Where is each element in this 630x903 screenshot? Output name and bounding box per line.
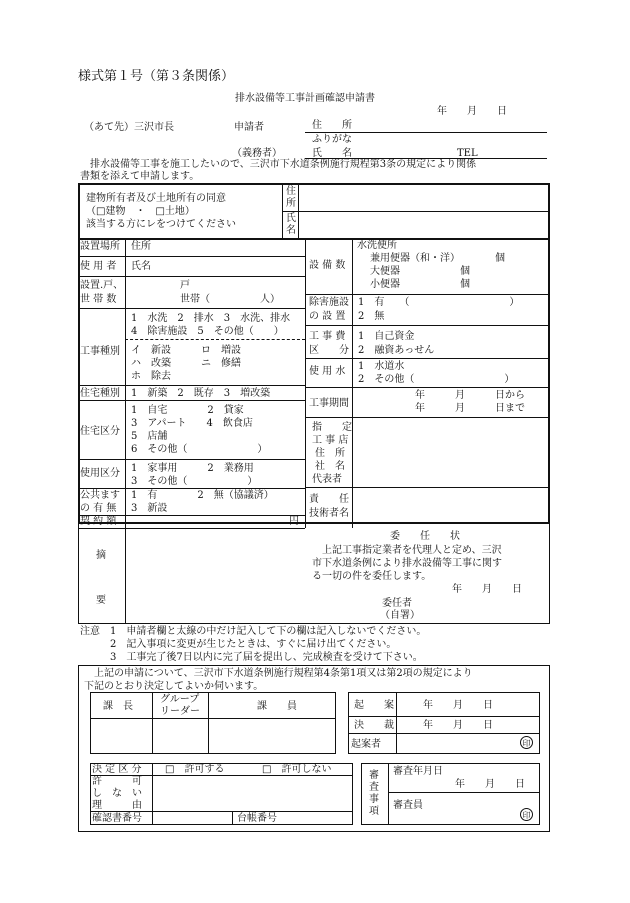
consent-address-label-1: 住 xyxy=(286,186,296,197)
review-items-2: 査 xyxy=(369,782,379,793)
proxy-line-3: る一切の件を委任します。 xyxy=(312,571,432,582)
reason-label-2: し な い xyxy=(92,788,142,799)
contractor-company-label: 社 名 xyxy=(315,461,345,472)
housing-type-label: 住宅種別 xyxy=(80,388,120,399)
fixtures-line-4: 小便器 個 xyxy=(370,279,470,290)
proxy-line-1: 上記工事指定業者を代理人と定め、三沢 xyxy=(312,545,502,556)
proxy-title: 委 任 状 xyxy=(390,531,460,542)
note-line-1: 注意 1 申請者欄と太線の中だけ記入して下の欄は記入しないでください。 xyxy=(80,626,427,637)
note-line-3: 3 工事完了後7日以内に完了届を提出し、完成検査を受けて下さい。 xyxy=(80,652,423,663)
delegator-label: 委任者 xyxy=(382,598,412,609)
application-date: 年 月 日 xyxy=(437,106,507,117)
reviewer-seal: 印 xyxy=(520,808,533,821)
housing-class-line-3: 5 店舗 xyxy=(131,431,168,442)
addressee: （あて先）三沢市長 xyxy=(84,122,174,133)
housing-type-options: 1 新築 2 既存 3 増改築 xyxy=(131,388,271,399)
drafting-date: 年 月 日 xyxy=(423,700,493,711)
drafter-label: 起案者 xyxy=(351,739,381,750)
review-items-3: 事 xyxy=(369,794,379,805)
applicant-address-label: 住 所 xyxy=(312,120,352,131)
housing-class-line-4: 6 その他（ ） xyxy=(131,444,268,455)
water-option-2: 2 その他（ ） xyxy=(358,374,515,385)
remarks-label-2: 要 xyxy=(96,595,106,606)
contract-amount-unit: 円 xyxy=(289,516,299,527)
fixtures-line-2: 兼用便器（和・洋） 個 xyxy=(370,253,505,264)
households-units: 戸 xyxy=(180,280,190,291)
permit-checkbox: □ 許可する xyxy=(165,764,225,775)
work-kind-line-1: イ 新設 ロ 増設 xyxy=(131,345,241,356)
document-title: 排水設備等工事計画確認申請書 xyxy=(235,93,375,104)
work-kind-line-2: ハ 改築 ニ 修繕 xyxy=(131,358,241,369)
location-label: 設置場所 xyxy=(80,241,120,252)
contract-amount-label: 契 約 額 xyxy=(80,516,117,527)
households-label-2: 世 帯 数 xyxy=(80,294,117,305)
group-leader-label-1: グループ xyxy=(160,694,200,705)
engineer-label-2: 技術者名 xyxy=(309,508,349,519)
group-leader-label-2: リーダー xyxy=(160,706,200,717)
usage-line-2: 3 その他（ ） xyxy=(131,476,258,487)
work-type-option-line-2: 4 除害施設 5 その他（ ） xyxy=(131,326,284,337)
work-kind-line-3: ホ 除去 xyxy=(131,371,171,382)
applicant-label: 申請者 xyxy=(234,122,264,133)
user-value: 氏名 xyxy=(131,261,151,272)
households-label-1: 設置.戸、 xyxy=(80,280,124,291)
proxy-line-2: 市下水道条例により排水設備等工事に関す xyxy=(312,558,502,569)
office-intro-2: 下記のとおり決定してよいか伺います。 xyxy=(84,681,264,692)
obligor-label: （義務者） xyxy=(232,148,282,159)
location-value: 住所 xyxy=(131,241,151,252)
drafter-seal: 印 xyxy=(520,736,533,749)
staff-label: 課 員 xyxy=(257,701,297,712)
housing-class-line-2: 3 アパート 4 飲食店 xyxy=(131,418,253,429)
abatement-option-2: 2 無 xyxy=(358,311,385,322)
proxy-date: 年 月 日 xyxy=(452,584,522,595)
address-underline xyxy=(305,132,547,133)
water-label: 使 用 水 xyxy=(309,366,346,377)
cost-label-2: 区 分 xyxy=(309,345,349,356)
cert-number-label: 確認書番号 xyxy=(92,813,142,824)
decision-class-label: 決 定 区 分 xyxy=(92,764,142,775)
contractor-rep-label: 代表者 xyxy=(312,474,342,485)
form-number-title: 様式第１号（第３条関係） xyxy=(78,69,235,84)
abatement-label-1: 除害施設 xyxy=(309,297,349,308)
no-permit-checkbox: □ 許可しない xyxy=(262,764,332,775)
contractor-label-2: 工 事 店 xyxy=(312,435,349,446)
cost-option-2: 2 融資あっせん xyxy=(358,345,435,356)
remarks-label-1: 摘 xyxy=(96,550,106,561)
office-intro-1: 上記の申請について、三沢市下水道条例施行規程第4条第1項又は第2項の規定により xyxy=(84,668,473,679)
engineer-label-1: 責 任 xyxy=(309,494,349,505)
note-line-2: 2 記入事項に変更が生じたときは、すぐに届け出てください。 xyxy=(80,639,397,650)
fixtures-label: 設 備 数 xyxy=(309,260,346,271)
reviewer-label: 審査員 xyxy=(393,800,423,811)
period-start: 年 月 日から xyxy=(415,390,525,401)
consent-name-label-1: 氏 xyxy=(286,213,296,224)
contractor-address-label: 住 所 xyxy=(315,448,345,459)
work-type-option-line-1: 1 水洗 2 排水 3 水洗、排水 xyxy=(131,313,291,324)
usage-label: 使用区分 xyxy=(80,468,120,479)
review-date-label: 審査年月日 xyxy=(393,766,443,777)
water-option-1: 1 水道水 xyxy=(358,361,405,372)
intro-line-2: 書類を添えて申請します。 xyxy=(80,171,200,182)
consent-address-label-2: 所 xyxy=(286,198,296,209)
cost-option-1: 1 自己資金 xyxy=(358,331,415,342)
consent-name-label-2: 名 xyxy=(286,225,296,236)
public-basin-options-1: 1 有 2 無（協議済） xyxy=(131,490,274,501)
furigana-label: ふりがな xyxy=(312,134,352,145)
ledger-number-label: 台帳番号 xyxy=(237,813,277,824)
public-basin-label-2: の 有 無 xyxy=(80,503,117,514)
consent-line-3: 該当する方にレをつけてください xyxy=(86,219,236,230)
housing-class-label: 住宅区分 xyxy=(80,426,120,437)
consent-line-1: 建物所有者及び土地所有の同意 xyxy=(86,193,226,204)
contractor-label-1: 指 定 xyxy=(312,422,352,433)
households-count: 世帯（ 人） xyxy=(180,294,280,305)
work-type-label: 工事種別 xyxy=(80,346,120,357)
consent-line-2: （□建物 ・ □土地） xyxy=(86,206,195,217)
abatement-option-1: 1 有 （ ） xyxy=(358,297,520,308)
public-basin-label-1: 公共ます xyxy=(80,490,120,501)
public-basin-options-2: 3 新設 xyxy=(131,503,168,514)
intro-line-1: 排水設備等工事を施工したいので、三沢市下水道条例施行規程第3条の規定により関係 xyxy=(80,159,477,170)
abatement-label-2: の 設 置 xyxy=(309,311,346,322)
reason-label-3: 理 由 xyxy=(92,800,142,811)
reason-label-1: 許 可 xyxy=(92,776,142,787)
decision-date: 年 月 日 xyxy=(423,720,493,731)
cost-label-1: 工 事 費 xyxy=(309,331,346,342)
housing-class-line-1: 1 自宅 2 貸家 xyxy=(131,405,244,416)
period-end: 年 月 日まで xyxy=(415,403,525,414)
usage-line-1: 1 家事用 2 業務用 xyxy=(131,463,254,474)
section-chief-label: 課 長 xyxy=(103,701,133,712)
review-date: 年 月 日 xyxy=(455,779,525,790)
user-label: 使 用 者 xyxy=(80,261,117,272)
period-label: 工事期間 xyxy=(309,398,349,409)
fixtures-line-3: 大便器 個 xyxy=(370,266,470,277)
review-items-1: 審 xyxy=(369,770,379,781)
drafting-label: 起 案 xyxy=(354,700,394,711)
applicant-name-label: 氏 名 xyxy=(312,148,352,159)
fixtures-line-1: 水洗便所 xyxy=(357,240,397,251)
signature-note: （自署） xyxy=(380,610,420,621)
review-items-4: 項 xyxy=(369,806,379,817)
decision-label: 決 裁 xyxy=(354,720,394,731)
tel-label: TEL xyxy=(457,148,478,159)
